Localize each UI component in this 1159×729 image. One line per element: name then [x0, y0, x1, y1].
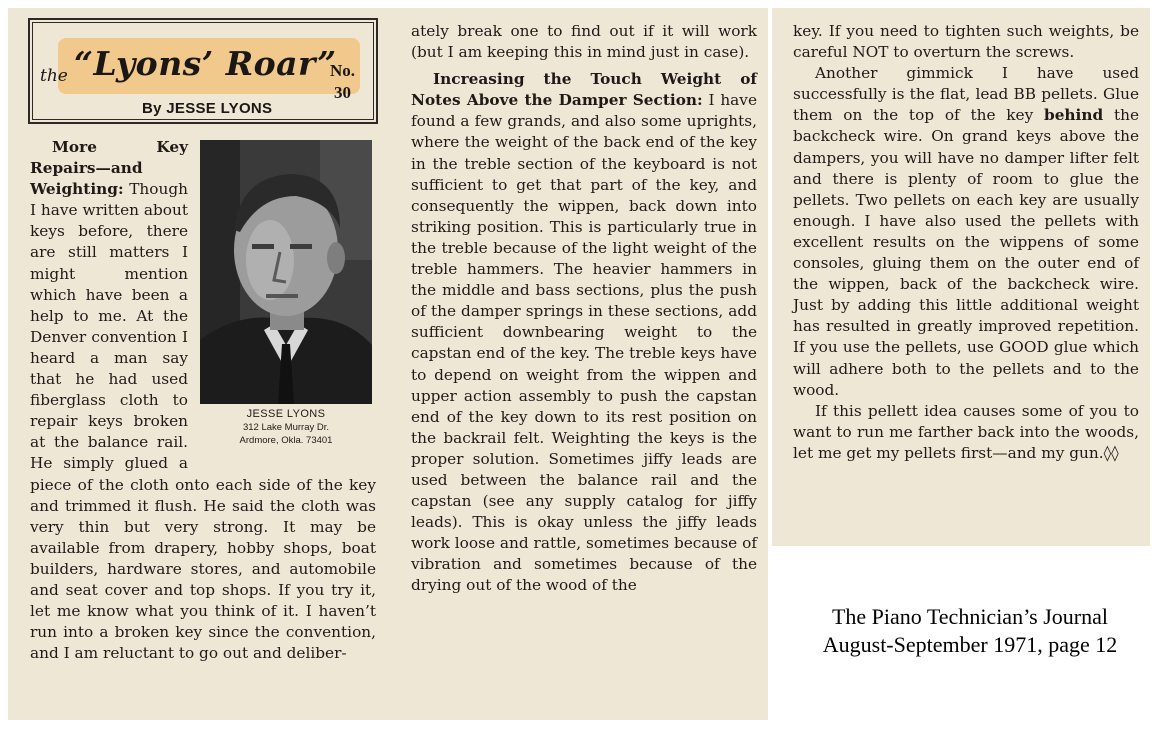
col2-paragraph	[411, 69, 757, 596]
col2-text: I have found a few grands, and also some uprights, where the weight of the back end of the key in the treble section of the keyboard is not sufficient to get that part of the key, and consequently the wippen, back down into striking position. This is particularly true in the treble because of the light weight of the treble hammers. The heavier hammers in the middle and bass sections, plus the push of the damper springs in these sections, add sufficient downbearing weight to the capstan end of the key. The treble keys have to depend on weight from the wippen and upper action assembly to push the capstan end of the key down to its rest position on the backrail felt. Weighting the keys is the proper solution. Sometimes jiffy leads are used between the balance rail and the capstan (see any supply catalog for jiffy leads). This is okay unless the jiffy leads work loose and rattle, sometimes because of vibration and sometimes because of the drying out of the wood of the	[411, 91, 757, 595]
journal-source-label	[800, 603, 1140, 659]
col2-continuation: ately break one to find out if it will work (but I am keeping this in mind just in case).	[411, 22, 757, 62]
caption-name: JESSE LYONS	[246, 408, 326, 420]
masthead-number	[330, 60, 355, 104]
col3-p2-before: Another gimmick I have used successfully is the flat, lead BB pellets. Glue them on the top of the key	[793, 64, 1139, 125]
col3-p2-after: the backcheck wire. On grand keys above the dampers, you will have no damper lifter felt and there is plenty of room to glue the pellets. Two pellets on each key are usually enough. I have also used the pellets with excellent results on the wippens of some consoles, gluing them on the outer end of the wippen, back of the backcheck wire. Just by adding this little additional weight has resulted in greatly improved repetition. If you use the pellets, use GOOD glue which will adhere both to the pellets and to the wood.	[793, 106, 1139, 399]
portrait-image	[200, 140, 372, 404]
journal-issue: August-September 1971, page 12	[822, 632, 1118, 657]
journal-title: The Piano Technician’s Journal	[831, 604, 1109, 629]
caption-address-line1: 312 Lake Murray Dr.	[242, 422, 330, 433]
caption-address-line2: Ardmore, Okla. 73401	[239, 435, 333, 446]
masthead-the: the	[40, 66, 68, 86]
byline: By JESSE LYONS	[142, 100, 273, 117]
title-highlight	[58, 38, 360, 94]
photo-caption	[196, 408, 376, 447]
article-column-1	[30, 137, 376, 664]
article-column-3	[793, 21, 1139, 464]
col3-paragraph-3: If this pellett idea causes some of you to want to run me farther back into the woods, let me get my pellets first—and my gun.◊◊	[793, 401, 1139, 462]
col2-heading: Increasing the Touch Weight of Notes Above the Damper Section:	[411, 70, 757, 110]
masthead-number-value: 30	[334, 83, 352, 102]
col1-text: Though I have written about keys before, there are still matters I might mention which have been a help to me. At the Denver convention I heard a man say that he had used fiberglass cloth to repair keys broken at the balance rail. He simply glued a piece of the cloth onto each side of the key and trimmed it flush. He said the cloth was very thin but very strong. It may be available from drapery, hobby shops, boat builders, hardware stores, and automobile and seat cover and top shops. If you try it, let me know what you think of it. I haven’t run into a broken key since the convention, and I am reluctant to go out and deliber-	[30, 180, 376, 663]
author-photo	[200, 140, 372, 404]
masthead-number-label: No.	[330, 61, 356, 80]
col1-heading: More Key Repairs—and Weighting:	[30, 138, 188, 199]
col3-p2-bold: behind	[1044, 106, 1104, 125]
col3-paragraph-2	[793, 63, 1139, 401]
col3-continuation: key. If you need to tighten such weights, be careful NOT to overturn the screws.	[793, 22, 1139, 62]
column-masthead	[28, 18, 378, 124]
masthead-title: “Lyons’ Roar”	[74, 44, 337, 83]
article-column-2	[411, 21, 757, 597]
author-photo-block	[196, 140, 376, 464]
